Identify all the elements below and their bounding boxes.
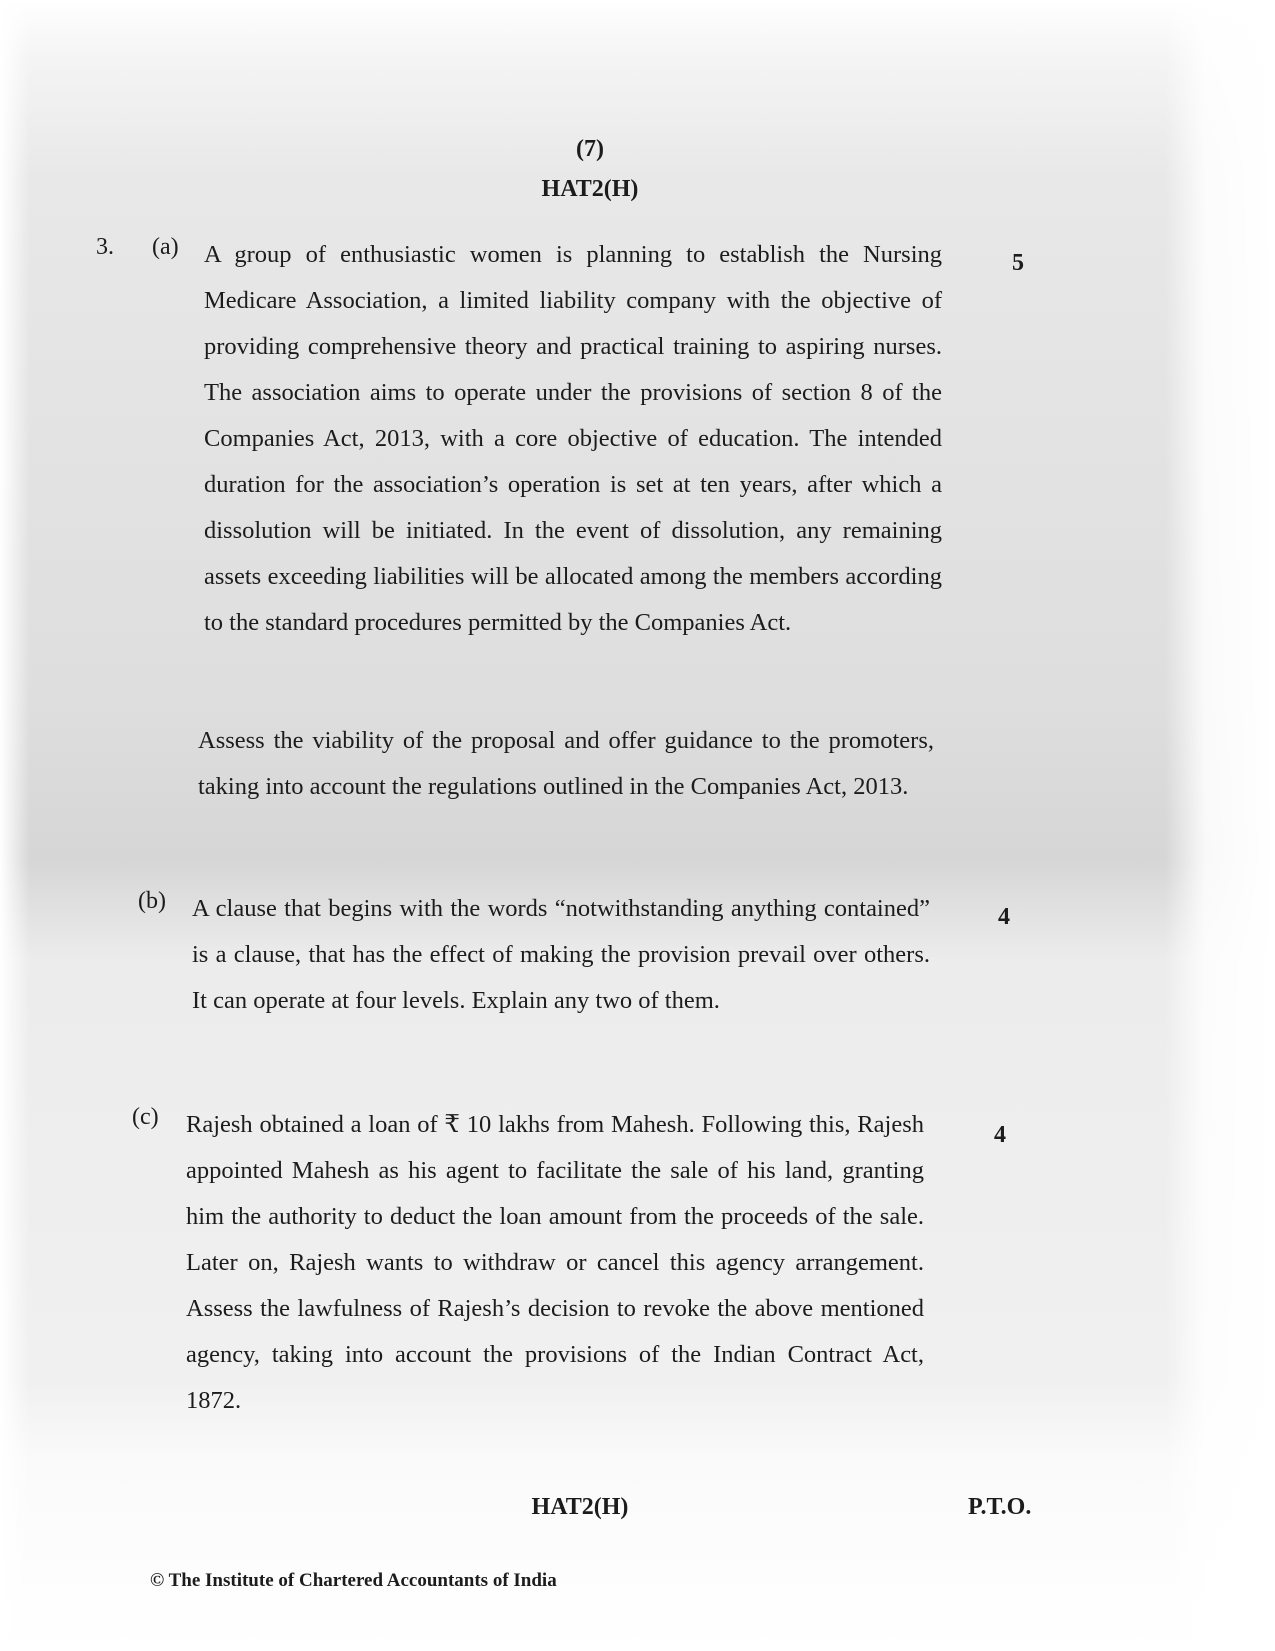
page-number: (7) bbox=[576, 136, 604, 162]
part-c-paragraph: Rajesh obtained a loan of ₹ 10 lakhs from Mahesh. Following this, Rajesh appointed Mahesh as his agent to facilitate the sale of his land, granting him the authority to deduct the loan amount from the proceeds of the sale. Later on, Rajesh wants to withdraw or cancel this agency arrangement. Assess the lawfulness of Rajesh’s decision to revoke the above mentioned agency, taking into account the provisions of the Indian Contract Act, 1872. bbox=[186, 1111, 924, 1414]
paper-code-header: HAT2(H) bbox=[541, 176, 639, 202]
paper-code-footer: HAT2(H) bbox=[531, 1494, 629, 1520]
part-c-marks: 4 bbox=[994, 1122, 1006, 1148]
copyright-notice: © The Institute of Chartered Accountants of India bbox=[150, 1570, 557, 1591]
part-c-label: (c) bbox=[132, 1104, 159, 1130]
scan-shadow-right bbox=[1165, 0, 1275, 1651]
part-a-marks: 5 bbox=[1012, 250, 1024, 276]
part-a-paragraph-2: Assess the viability of the proposal and offer guidance to the promoters, taking into account the regulations outlined in the Companies Act, 2013. bbox=[198, 727, 934, 800]
part-a-label: (a) bbox=[152, 234, 179, 260]
pto-label: P.T.O. bbox=[968, 1494, 1032, 1520]
part-a-paragraph-1: A group of enthusiastic women is planning to establish the Nursing Medicare Association, a limited liability company with the objective of providing comprehensive theory and practical training to aspiring nurses. The association aims to operate under the provisions of section 8 of the Companies Act, 2013, with a core objective of education. The intended duration for the association’s operation is set at ten years, after which a dissolution will be initiated. In the event of dissolution, any remaining assets exceeding liabilities will be allocated among the members according to the standard procedures permitted by the Companies Act. bbox=[204, 241, 942, 636]
part-b-marks: 4 bbox=[998, 904, 1010, 930]
part-b-paragraph: A clause that begins with the words “notwithstanding anything contained” is a clause, that has the effect of making the provision prevail over others. It can operate at four levels. Explain any two of them. bbox=[192, 895, 930, 1014]
scan-shadow-left bbox=[0, 0, 30, 1651]
part-b-label: (b) bbox=[138, 888, 166, 914]
question-number: 3. bbox=[96, 234, 114, 260]
